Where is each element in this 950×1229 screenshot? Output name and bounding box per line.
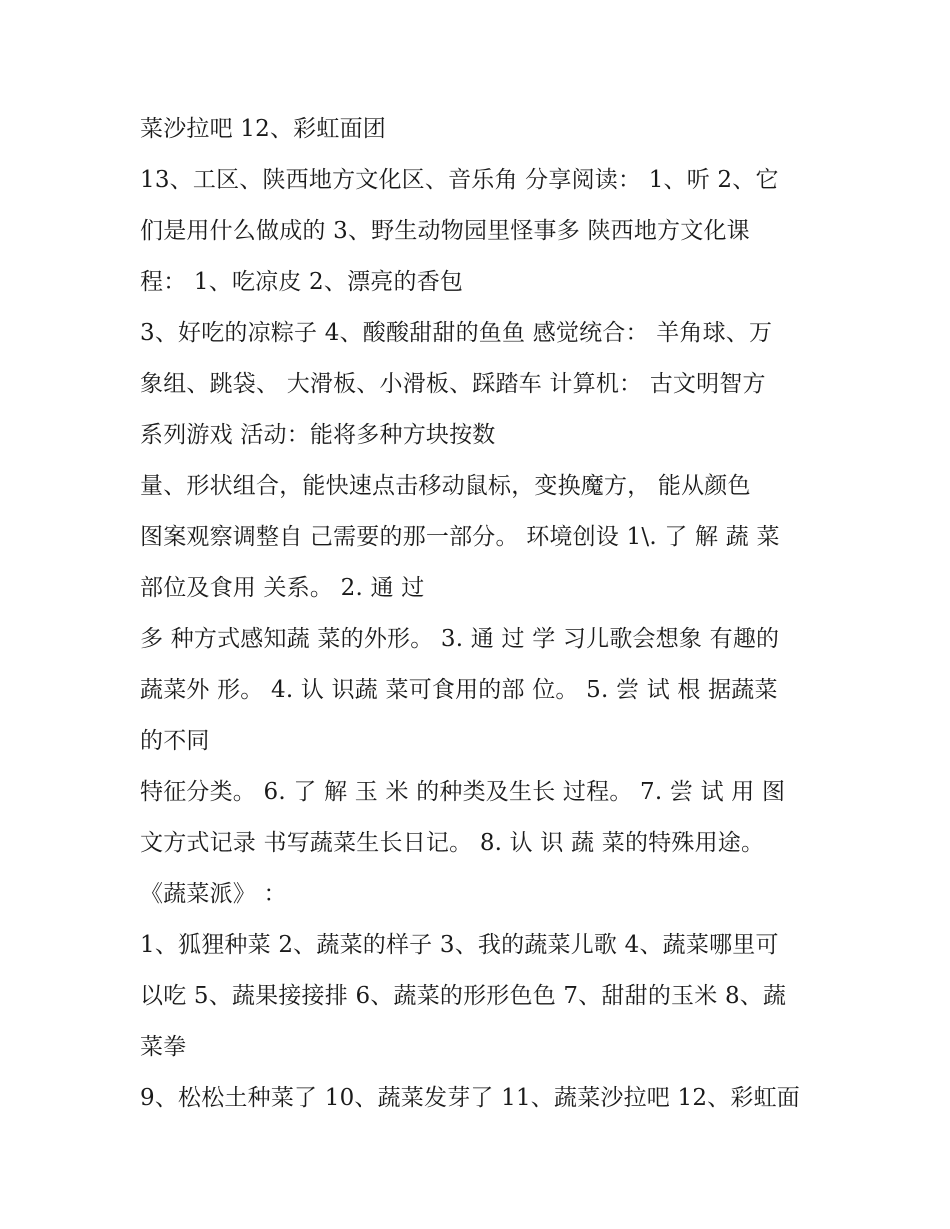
text-line-13: 的不同 <box>140 728 210 754</box>
text-line-6: 象组、跳袋、 大滑板、小滑板、踩踏车 计算机： 古文明智方 <box>140 371 766 397</box>
text-line-4: 程： 1、吃凉皮 2、漂亮的香包 <box>140 269 464 295</box>
text-line-5: 3、好吃的凉粽子 4、酸酸甜甜的鱼鱼 感觉统合： 羊角球、万 <box>140 320 773 346</box>
text-line-11: 多 种方式感知蔬 菜的外形。 3. 通 过 学 习儿歌会想象 有趣的 <box>140 626 780 652</box>
text-line-2: 13、工区、陕西地方文化区、音乐角 分享阅读： 1、听 2、它 <box>140 167 779 193</box>
text-line-3: 们是用什么做成的 3、野生动物园里怪事多 陕西地方文化课 <box>140 218 750 244</box>
text-line-7: 系列游戏 活动：能将多种方块按数 <box>140 422 496 448</box>
text-line-1: 菜沙拉吧 12、彩虹面团 <box>140 116 386 142</box>
document-body <box>140 108 820 1128</box>
text-line-9: 图案观察调整自 己需要的那一部分。 环境创设 1\. 了 解 蔬 菜 <box>140 524 780 550</box>
text-line-19: 菜拳 <box>140 1034 187 1060</box>
text-line-17: 1、狐狸种菜 2、蔬菜的样子 3、我的蔬菜儿歌 4、蔬菜哪里可 <box>140 932 779 958</box>
text-line-20: 9、松松土种菜了 10、蔬菜发芽了 11、蔬菜沙拉吧 12、彩虹面 <box>140 1085 800 1111</box>
text-line-10: 部位及食用 关系。 2. 通 过 <box>140 575 425 601</box>
text-line-16: 《蔬菜派》 ： <box>140 881 287 907</box>
text-line-14: 特征分类。 6. 了 解 玉 米 的种类及生长 过程。 7. 尝 试 用 图 <box>140 779 786 805</box>
text-line-15: 文方式记录 书写蔬菜生长日记。 8. 认 识 蔬 菜的特殊用途。 <box>140 830 765 856</box>
text-line-18: 以吃 5、蔬果接接排 6、蔬菜的形形色色 7、甜甜的玉米 8、蔬 <box>140 983 787 1009</box>
text-line-8: 量、形状组合，能快速点击移动鼠标，变换魔方， 能从颜色 <box>140 473 751 499</box>
text-line-12: 蔬菜外 形。 4. 认 识蔬 菜可食用的部 位。 5. 尝 试 根 据蔬菜 <box>140 677 778 703</box>
